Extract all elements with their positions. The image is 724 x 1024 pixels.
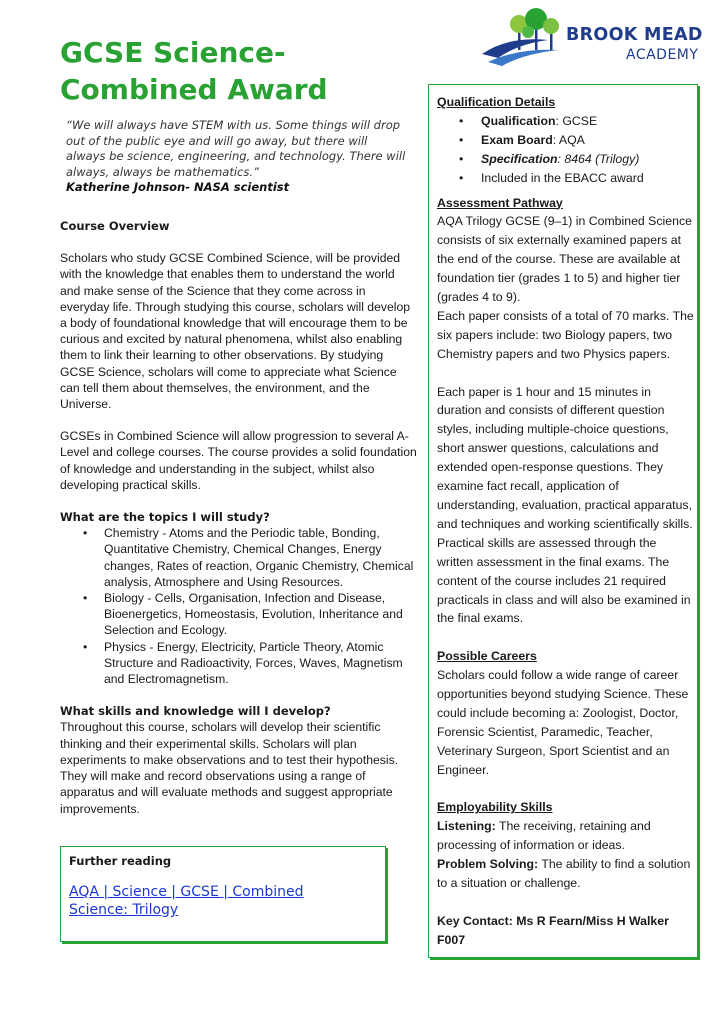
employability-heading: Employability Skills	[437, 800, 553, 815]
logo-text-brook-mead: BROOK MEAD	[566, 25, 703, 45]
topic-chemistry: • Chemistry - Atoms and the Periodic table, Bonding, Quantitative Chemistry, Chemical Changes, Energy changes, Rates of reaction, Organic Chemistry, Chemical analysis, Atmosphere and Using Resources.	[104, 525, 418, 590]
topics-list	[60, 525, 418, 687]
careers-heading: Possible Careers	[437, 649, 537, 664]
topics-heading: What are the topics I will study?	[60, 510, 270, 525]
skills-text: Throughout this course, scholars will develop their scientific thinking and their experimental skills. Scholars will plan experiments to make observations and to test their hypothesis. They will make and record observations using a range of apparatus and will evaluate methods and suggest appropriate improvements.	[60, 720, 399, 816]
exam-board-item: • Exam Board: AQA	[481, 131, 695, 150]
right-column-box	[428, 84, 698, 958]
ebacc-item: • Included in the EBACC award	[481, 169, 695, 188]
logo-text-academy: ACADEMY	[626, 47, 699, 63]
topic-physics: • Physics - Energy, Electricity, Particle Theory, Atomic Structure and Radioactivity, Forces, Waves, Magnetism and Electromagnetism.	[104, 639, 418, 688]
skills-heading: What skills and knowledge will I develop?	[60, 704, 331, 719]
course-overview-paragraph-2: GCSEs in Combined Science will allow progression to several A-Level and college courses. The course provides a solid foundation of knowledge and understanding in the subject, whilst also developing practical skills.	[60, 429, 417, 492]
specification-item: • Specification: 8464 (Trilogy)	[481, 150, 695, 169]
assessment-paragraph-4: Practical skills are assessed through the written assessment in the final exams. The content of the course includes 21 required practicals in class and will also be examined in the final exams.	[437, 535, 691, 626]
assessment-paragraph-1: AQA Trilogy GCSE (9–1) in Combined Science consists of six externally examined papers at the end of the course. These are available at foundation tier (grades 1 to 5) and higher tier (grades 4 to 9).	[437, 214, 692, 305]
academy-logo	[478, 6, 718, 76]
further-reading-box	[60, 846, 386, 942]
careers-text: Scholars could follow a wide range of career opportunities beyond studying Science. These could include becoming a: Zoologist, Doctor, Forensic Scientist, Paramedic, Teacher, Veterinary Surgeon, Sport Scientist and an Engineer.	[437, 668, 689, 777]
left-column	[60, 218, 418, 817]
further-reading-heading: Further reading	[69, 854, 172, 868]
problem-solving-skill: Problem Solving: The ability to find a solution to a situation or challenge.	[437, 857, 691, 891]
assessment-paragraph-2: Each paper consists of a total of 70 marks. The six papers include: two Biology papers, two Chemistry papers and two Physics papers.	[437, 308, 694, 361]
assessment-heading: Assessment Pathway	[437, 195, 563, 210]
course-overview-paragraph-1: Scholars who study GCSE Combined Science, will be provided with the knowledge that enables them to understand the world and make sense of the Science that they come across in everyday life. Through studying this course, scholars will develop a body of foundational knowledge that will encourage them to be curious and excited by natural phenomena, whilst also enabling them to link their learning to other observations. By studying GCSE Science, scholars will come to appreciate what Science can tell them about themselves, the environment, and the Universe.	[60, 251, 411, 412]
assessment-paragraph-3: Each paper is 1 hour and 15 minutes in duration and consists of different question styles, including multiple-choice questions, short answer questions, calculations and extended open-response questions. They examine fact recall, application of understanding, evaluation, practical apparatus, and techniques and working scientifically skills.	[437, 384, 693, 531]
qualification-heading: Qualification Details	[437, 95, 556, 109]
qualification-list	[437, 112, 695, 188]
tree-logo-icon	[478, 6, 568, 76]
aqa-combined-science-link[interactable]: AQA | Science | GCSE | Combined Science: Trilogy	[69, 884, 304, 918]
quote-text: “We will always have STEM with us. Some things will drop out of the public eye and will go away, but there will always be science, engineering, and technology. There will always, always be mathematics.”	[66, 118, 406, 179]
key-contact: Key Contact: Ms R Fearn/Miss H Walker F007	[437, 913, 669, 947]
quote-block	[66, 118, 406, 196]
listening-skill: Listening: The receiving, retaining and processing of information or ideas.	[437, 819, 651, 853]
quote-author: Katherine Johnson- NASA scientist	[66, 180, 290, 194]
qualification-item: • Qualification: GCSE	[481, 112, 695, 131]
page-title: GCSE Science- Combined Award	[60, 36, 328, 106]
course-overview-heading: Course Overview	[60, 219, 170, 233]
topic-biology: • Biology - Cells, Organisation, Infection and Disease, Bioenergetics, Homeostasis, Evolution, Inheritance and Selection and Ecology.	[104, 590, 418, 639]
